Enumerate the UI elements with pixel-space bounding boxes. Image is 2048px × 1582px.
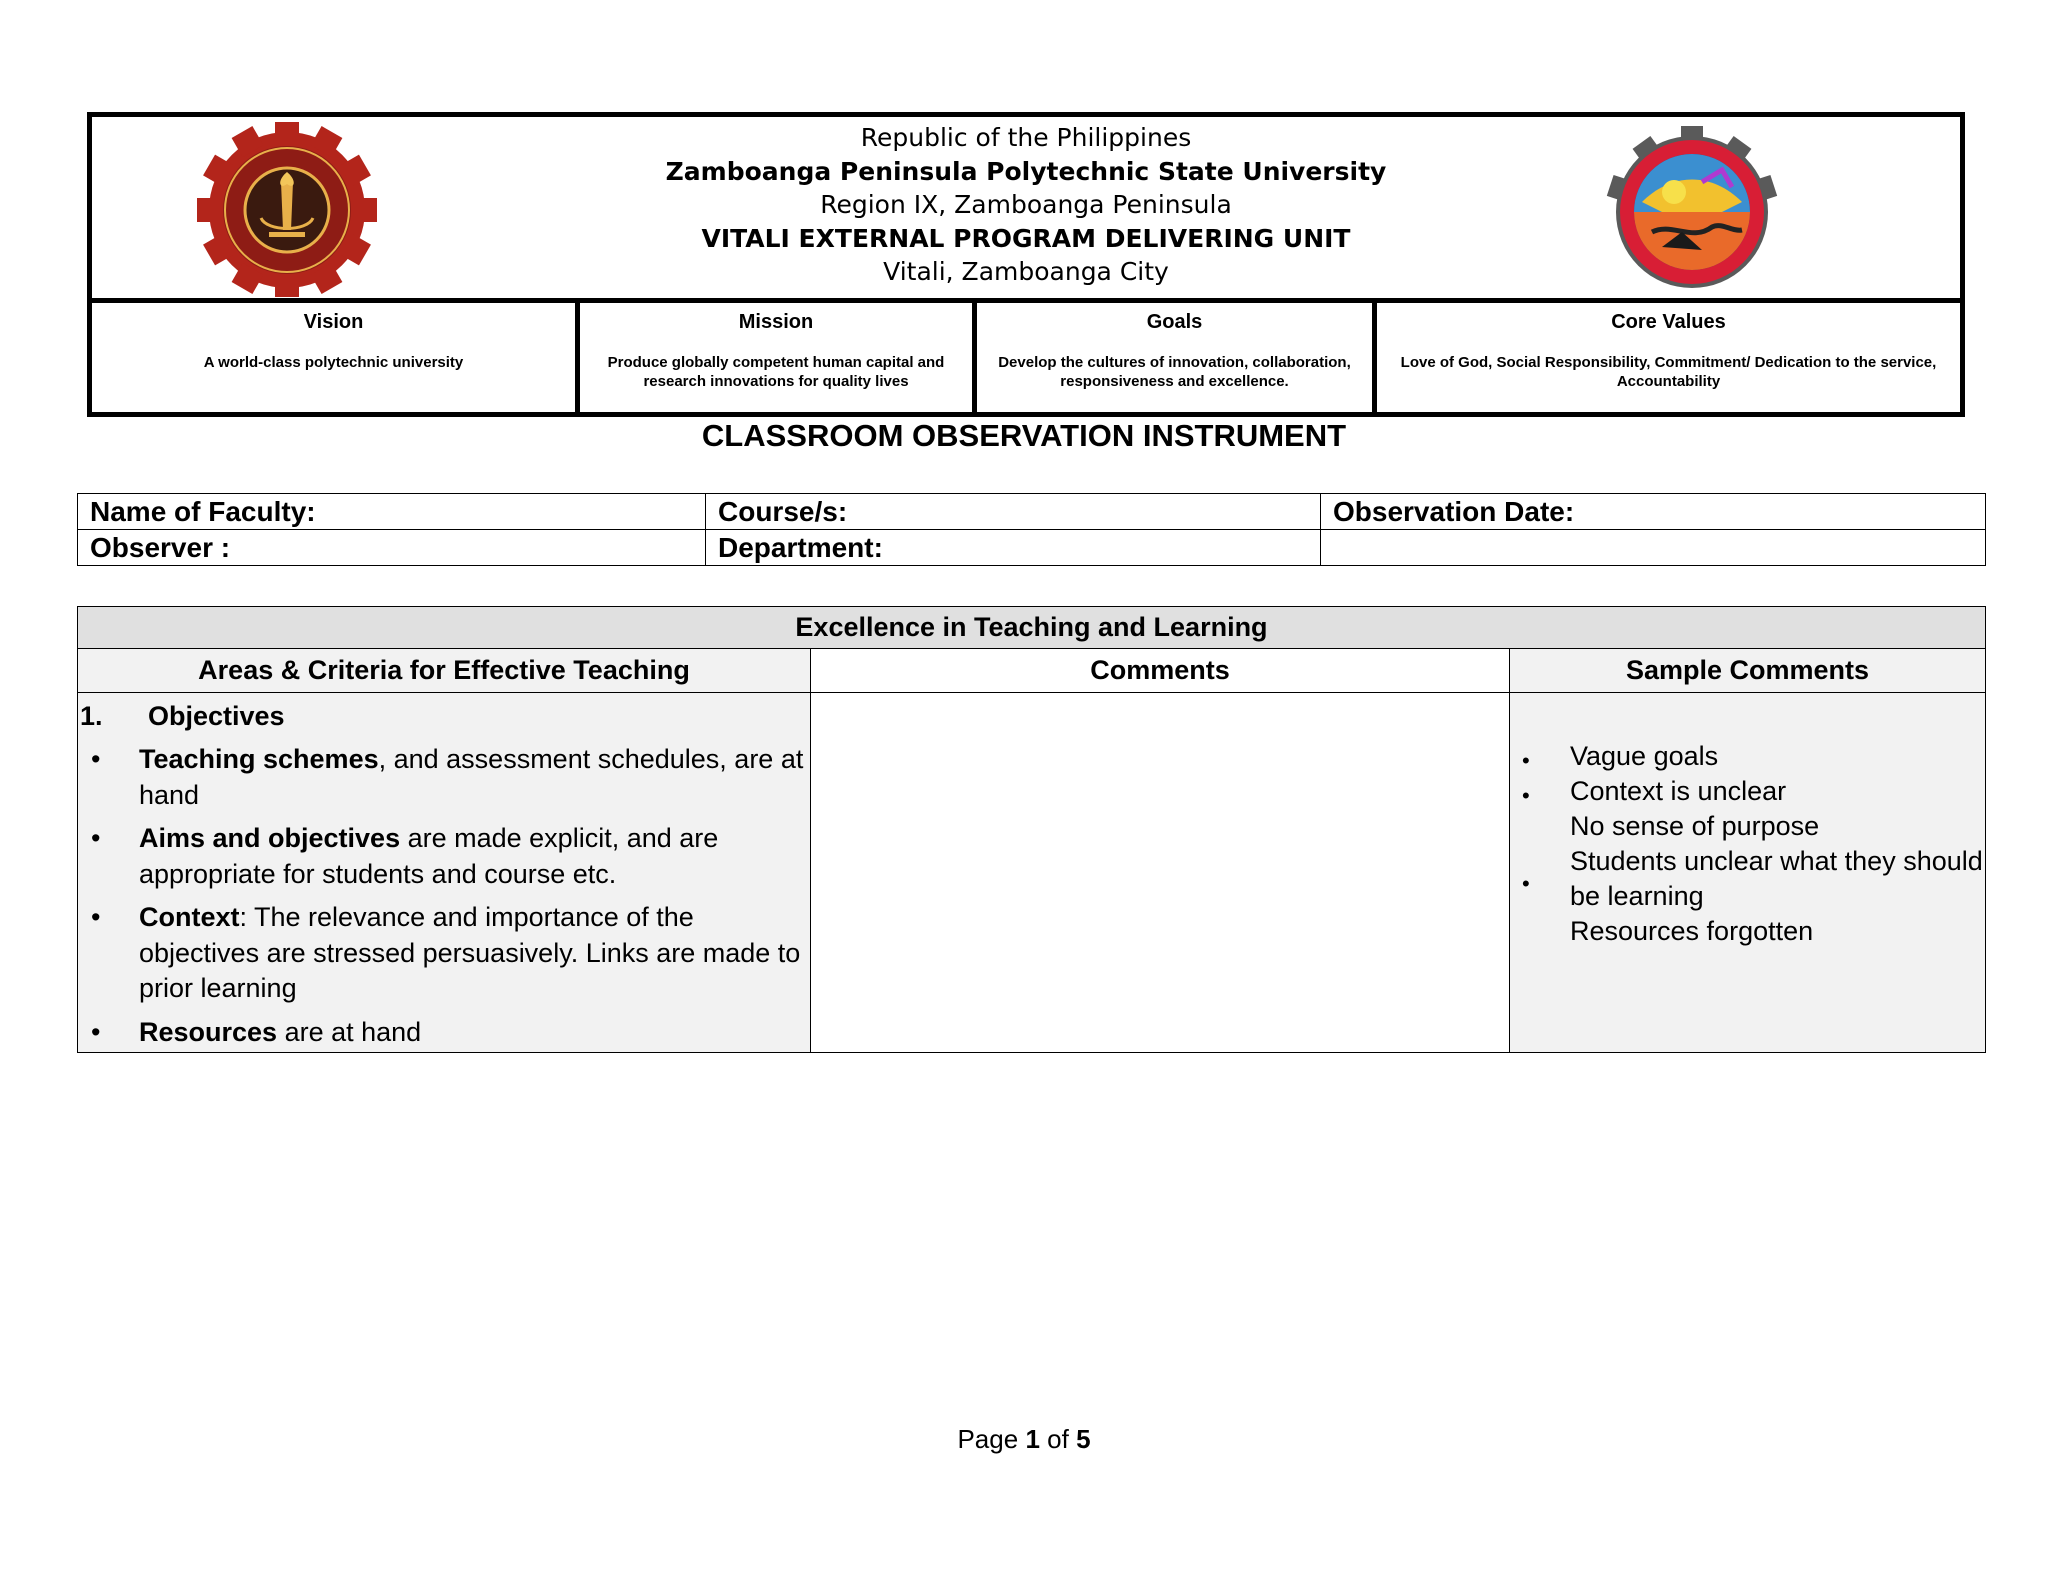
goals-title: Goals: [1146, 311, 1203, 333]
header-unit: VITALI EXTERNAL PROGRAM DELIVERING UNIT: [701, 223, 1351, 253]
mission-cell: [580, 303, 977, 412]
sample-comment: Resources forgotten: [1570, 916, 1814, 946]
mission-title: Mission: [738, 311, 814, 333]
bullet-icon: •: [1522, 783, 1530, 808]
course-field[interactable]: Course/s:: [706, 494, 1321, 530]
criterion-text: , and assessment schedules, are at hand: [139, 744, 804, 810]
criterion-text: : The relevance and importance of the objectives are stressed persuasively. Links are made to prior learning: [139, 902, 801, 1003]
goals-text: Develop the cultures of innovation, collaboration, responsiveness and excellence.: [998, 354, 1351, 390]
sample-comments-cell: [1510, 693, 1986, 1053]
of-word: of: [1047, 1424, 1069, 1454]
observation-table: [77, 606, 1986, 1053]
header-region: Region IX, Zamboanga Peninsula: [820, 190, 1232, 219]
criterion-item: [78, 900, 810, 1007]
criterion-item: [78, 1015, 810, 1051]
sample-comment: Context is unclear: [1570, 776, 1787, 806]
objective-title: Objectives: [148, 701, 285, 731]
criterion-keyword: Aims and objectives: [139, 823, 401, 853]
bullet-icon: •: [1522, 871, 1530, 896]
bullet-icon: •: [91, 902, 101, 932]
bullet-icon: •: [91, 744, 101, 774]
areas-column-header: Areas & Criteria for Effective Teaching: [78, 649, 811, 693]
core-values-text: Love of God, Social Responsibility, Commitment/ Dedication to the service, Accountability: [1400, 354, 1937, 390]
mission-text: Produce globally competent human capital and research innovations for quality lives: [607, 354, 945, 390]
page-footer: [0, 1424, 2048, 1454]
faculty-name-field[interactable]: Name of Faculty:: [78, 494, 706, 530]
observer-field[interactable]: Observer :: [78, 530, 706, 566]
bullet-icon: •: [1522, 748, 1530, 773]
sample-comment: Students unclear what they should be learning: [1570, 846, 1983, 911]
criterion-keyword: Teaching schemes: [139, 744, 379, 774]
criterion-text: are made explicit, and are appropriate for students and course etc.: [139, 823, 719, 889]
objective-number: 1.: [80, 701, 103, 731]
core-values-cell: [1377, 303, 1960, 412]
vision-cell: [92, 303, 580, 412]
goals-cell: [977, 303, 1377, 412]
observation-date-field[interactable]: Observation Date:: [1321, 494, 1986, 530]
bullet-icon: •: [91, 823, 101, 853]
criterion-keyword: Resources: [139, 1016, 278, 1047]
program-unit-logo: [1597, 122, 1787, 297]
department-field[interactable]: Department:: [706, 530, 1321, 566]
vision-text: A world-class polytechnic university: [203, 354, 464, 371]
criterion-text: are at hand: [277, 1016, 422, 1047]
vmgc-row: [92, 303, 1960, 412]
page-word: Page: [957, 1424, 1019, 1454]
header-republic: Republic of the Philippines: [860, 123, 1192, 152]
criterion-item: [78, 821, 810, 892]
sample-comment: No sense of purpose: [1570, 811, 1820, 841]
header-location: Vitali, Zamboanga City: [883, 257, 1169, 286]
document-title: CLASSROOM OBSERVATION INSTRUMENT: [701, 418, 1347, 453]
empty-info-cell[interactable]: [1321, 530, 1986, 566]
objective-heading: [78, 693, 810, 734]
criteria-cell: [78, 693, 811, 1053]
comments-input-cell[interactable]: [811, 693, 1510, 1053]
vision-title: Vision: [303, 311, 364, 333]
criterion-item: [78, 742, 810, 813]
comments-column-header: Comments: [811, 649, 1510, 693]
sample-comment: Vague goals: [1570, 741, 1719, 771]
samples-column-header: Sample Comments: [1510, 649, 1986, 693]
page-number: 1: [1025, 1424, 1040, 1454]
faculty-info-table: [77, 493, 1986, 566]
header-university: Zamboanga Peninsula Polytechnic State University: [665, 156, 1387, 186]
header-top-row: [92, 117, 1960, 303]
core-values-title: Core Values: [1611, 311, 1726, 333]
section-band: Excellence in Teaching and Learning: [78, 607, 1986, 649]
bullet-icon: •: [91, 1016, 101, 1047]
criterion-keyword: Context: [139, 902, 240, 932]
university-header: [87, 112, 1965, 417]
page-total: 5: [1076, 1424, 1091, 1454]
